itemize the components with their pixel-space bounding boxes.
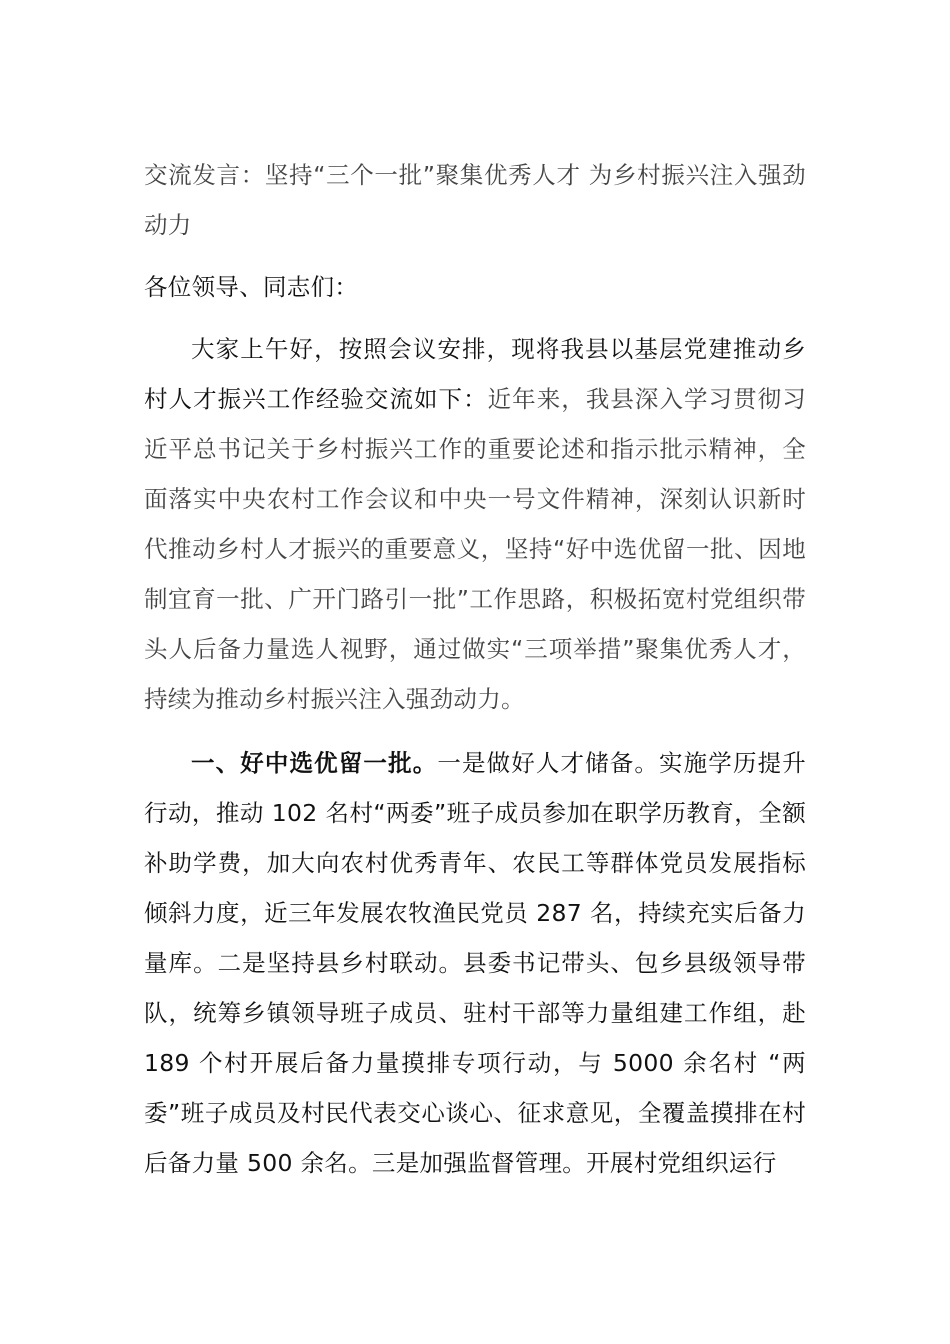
section-1-paragraph <box>144 738 806 1188</box>
intro-paragraph <box>144 324 806 724</box>
document-title: 交流发言：坚持“三个一批”聚集优秀人才 为乡村振兴注入强劲动力 <box>144 161 806 239</box>
intro-body: 近年来，我县深入学习贯彻习近平总书记关于乡村振兴工作的重要论述和指示批示精神，全面落实中央农村工作会议和中央一号文件精神，深刻认识新时代推动乡村人才振兴的重要意义，坚持“好中选优留一批、因地制宜育一批、广开门路引一批”工作思路，积极拓宽村党组织带头人后备力量选人视野，通过做实“三项举措”聚集优秀人才，持续为推动乡村振兴注入强劲动力。 <box>144 385 806 713</box>
salutation: 各位领导、同志们： <box>144 273 359 301</box>
section-1-heading: 一、好中选优留一批。 <box>191 749 438 777</box>
document-body <box>144 150 806 1188</box>
intro-lead: 大家上午好，按照会议安排，现将我县以基层党建推动乡村人才振兴工作经验交流如下： <box>144 335 806 413</box>
section-1-body: 一是做好人才储备。实施学历提升行动，推动 102 名村“两委”班子成员参加在职学历教育，全额补助学费，加大向农村优秀青年、农民工等群体党员发展指标倾斜力度，近三年发展农牧渔民党员 287 名，持续充实后备力量库。二是坚持县乡村联动。县委书记带头、包乡县级领导带队，统筹乡镇领导班子成员、驻村干部等力量组建工作组，赴 189 个村开展后备力量摸排专项行动，与 5000 余名村 “两委”班子成员及村民代表交心谈心、征求意见，全覆盖摸排在村后备力量 500 余名。三是加强监督管理。开展村党组织运行 <box>144 749 807 1177</box>
